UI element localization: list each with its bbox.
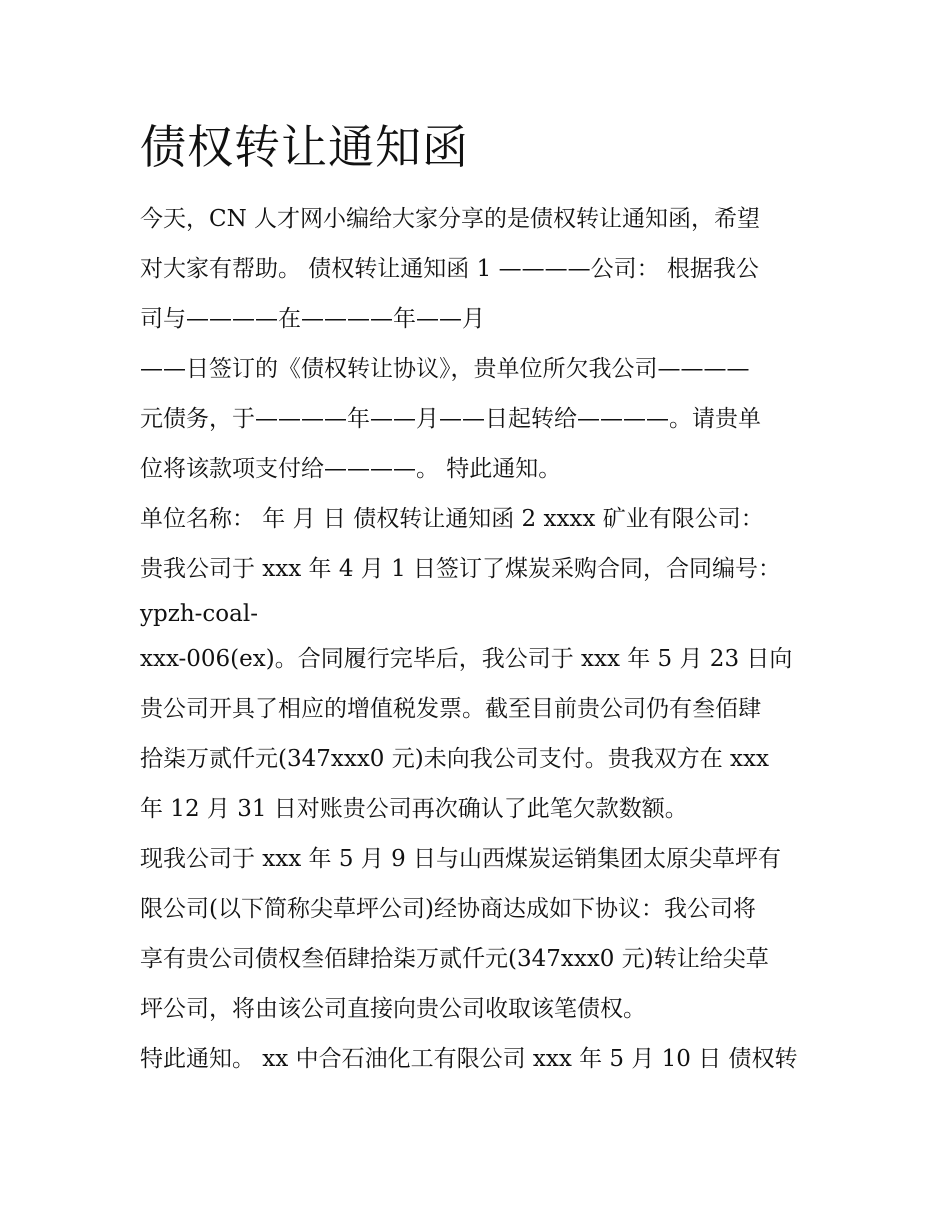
- text-line: xxx-006(ex)。合同履行完毕后，我公司于 xxx 年 5 月 23 日向: [140, 646, 793, 672]
- text-line: 对大家有帮助。 债权转让通知函 1 ————公司： 根据我公: [140, 256, 759, 282]
- text-line: 司与————在————年——月: [140, 306, 485, 332]
- text-line: 单位名称： 年 月 日 债权转让通知函 2 xxxx 矿业有限公司：: [140, 506, 764, 532]
- text-line: 年 12 月 31 日对账贵公司再次确认了此笔欠款数额。: [140, 796, 688, 822]
- text-line: 享有贵公司债权叁佰肆拾柒万贰仟元(347xxx0 元)转让给尖草: [140, 946, 769, 972]
- text-line: 元债务，于————年——月——日起转给————。请贵单: [140, 406, 761, 432]
- text-line: ——日签订的《债权转让协议》，贵单位所欠我公司————: [140, 356, 750, 382]
- text-line: 贵公司开具了相应的增值税发票。截至目前贵公司仍有叁佰肆: [140, 696, 761, 722]
- text-line: 位将该款项支付给————。 特此通知。: [140, 456, 562, 482]
- text-line: 贵我公司于 xxx 年 4 月 1 日签订了煤炭采购合同，合同编号：: [140, 556, 782, 582]
- text-line: 拾柒万贰仟元(347xxx0 元)未向我公司支付。贵我双方在 xxx: [140, 746, 769, 772]
- text-line: 坪公司，将由该公司直接向贵公司收取该笔债权。: [140, 996, 646, 1022]
- text-line: ypzh-coal-: [140, 601, 258, 627]
- text-line: 现我公司于 xxx 年 5 月 9 日与山西煤炭运销集团太原尖草坪有: [140, 846, 782, 872]
- text-line: 特此通知。 xx 中合石油化工有限公司 xxx 年 5 月 10 日 债权转: [140, 1046, 798, 1072]
- document-page: [140, 112, 820, 1084]
- text-line: 今天，CN 人才网小编给大家分享的是债权转让通知函，希望: [140, 206, 761, 232]
- text-line: 限公司(以下简称尖草坪公司)经协商达成如下协议：我公司将: [140, 896, 756, 922]
- document-title: 债权转让通知函: [140, 120, 469, 174]
